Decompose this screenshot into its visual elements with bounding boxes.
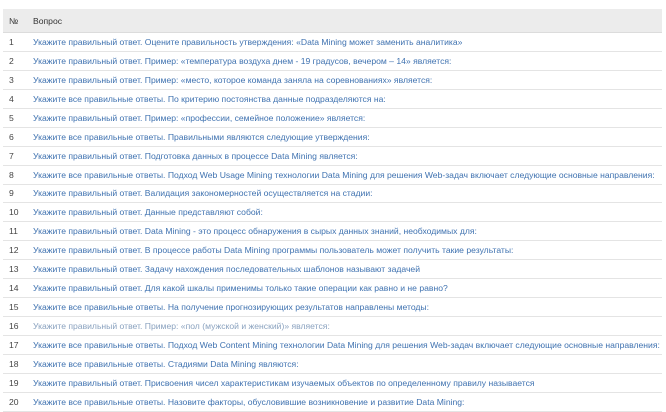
table-header: [3, 9, 662, 33]
table-row: [3, 127, 662, 146]
question-cell: [29, 108, 662, 127]
question-number: 2: [3, 51, 29, 70]
question-number: 16: [3, 317, 29, 336]
question-link[interactable]: Укажите правильный ответ. Присвоения чисел характеристикам изучаемых объектов по определенному правилу называется: [33, 377, 535, 388]
question-link[interactable]: Укажите все правильные ответы. Правильными являются следующие утверждения:: [33, 131, 370, 142]
table-row: [3, 298, 662, 317]
question-number: 9: [3, 184, 29, 203]
question-number: 8: [3, 165, 29, 184]
question-link[interactable]: Укажите правильный ответ. Валидация закономерностей осуществляется на стадии:: [33, 188, 373, 199]
table-row: [3, 165, 662, 184]
question-number: 12: [3, 241, 29, 260]
question-link[interactable]: Укажите правильный ответ. Data Mining - это процесс обнаружения в сырых данных знаний, необходимых для:: [33, 226, 477, 237]
question-cell: [29, 241, 662, 260]
question-link[interactable]: Укажите все правильные ответы. По критерию постоянства данные подразделяются на:: [33, 93, 386, 104]
question-link[interactable]: Укажите правильный ответ. Пример: «температура воздуха днем - 19 градусов, вечером – 14» является:: [33, 55, 452, 66]
question-cell: [29, 279, 662, 298]
question-number: 10: [3, 203, 29, 222]
table-body: [3, 33, 662, 412]
question-number: 13: [3, 260, 29, 279]
question-number: 17: [3, 336, 29, 355]
question-link[interactable]: Укажите все правильные ответы. Назовите факторы, обусловившие возникновение и развитие Data Mining:: [33, 396, 465, 407]
question-cell: [29, 298, 662, 317]
question-link[interactable]: Укажите правильный ответ. В процессе работы Data Mining программы пользователь может получить такие результаты:: [33, 245, 514, 256]
column-header-number: [3, 9, 29, 33]
question-cell: [29, 260, 662, 279]
question-link[interactable]: Укажите правильный ответ. Пример: «профессии, семейное положение» является:: [33, 112, 366, 123]
column-header-question: [29, 9, 662, 33]
question-number: 14: [3, 279, 29, 298]
table-row: [3, 279, 662, 298]
question-number: 1: [3, 33, 29, 52]
question-number: 5: [3, 108, 29, 127]
table-row: [3, 317, 662, 336]
table-row: [3, 203, 662, 222]
question-cell: [29, 165, 662, 184]
question-link[interactable]: Укажите правильный ответ. Данные представляют собой:: [33, 207, 263, 218]
table-row: [3, 241, 662, 260]
table-row: [3, 222, 662, 241]
question-number: 20: [3, 392, 29, 411]
table-row: [3, 33, 662, 52]
question-number: 11: [3, 222, 29, 241]
question-number: 6: [3, 127, 29, 146]
questions-table: [3, 9, 662, 412]
question-number: 3: [3, 70, 29, 89]
question-cell: [29, 127, 662, 146]
table-row: [3, 70, 662, 89]
question-cell: [29, 373, 662, 392]
question-cell: [29, 222, 662, 241]
table-row: [3, 373, 662, 392]
question-link[interactable]: Укажите все правильные ответы. На получение прогнозирующих результатов направлены методы:: [33, 302, 429, 313]
question-link[interactable]: Укажите все правильные ответы. Подход Web Usage Mining технологии Data Mining для решения Web-задач включает следующие основные направления:: [33, 169, 655, 180]
column-header-number-label: №: [9, 15, 19, 26]
question-cell: [29, 184, 662, 203]
question-cell: [29, 203, 662, 222]
question-number: 7: [3, 146, 29, 165]
question-link[interactable]: Укажите правильный ответ. Подготовка данных в процессе Data Mining является:: [33, 150, 358, 161]
table-row: [3, 354, 662, 373]
question-cell: [29, 51, 662, 70]
table-row: [3, 51, 662, 70]
question-number: 4: [3, 89, 29, 108]
table-row: [3, 392, 662, 411]
question-number: 15: [3, 298, 29, 317]
question-cell: [29, 146, 662, 165]
question-cell: [29, 336, 662, 355]
table-row: [3, 89, 662, 108]
header-row: [3, 9, 662, 33]
table-row: [3, 146, 662, 165]
question-link[interactable]: Укажите все правильные ответы. Подход Web Content Mining технологии Data Mining для решения Web-задач включает следующие основные направления:: [33, 339, 660, 350]
question-link[interactable]: Укажите правильный ответ. Пример: «пол (мужской и женский)» является:: [33, 321, 330, 332]
question-link[interactable]: Укажите правильный ответ. Задачу нахождения последовательных шаблонов называют задачей: [33, 264, 421, 275]
question-number: 19: [3, 373, 29, 392]
question-cell: [29, 33, 662, 52]
column-header-question-label: Вопрос: [33, 15, 63, 26]
table-row: [3, 108, 662, 127]
question-cell: [29, 317, 662, 336]
question-cell: [29, 392, 662, 411]
question-link[interactable]: Укажите все правильные ответы. Стадиями Data Mining являются:: [33, 358, 299, 369]
question-cell: [29, 70, 662, 89]
question-link[interactable]: Укажите правильный ответ. Оцените правильность утверждения: «Data Mining может заменить аналитика»: [33, 36, 463, 47]
question-cell: [29, 354, 662, 373]
table-row: [3, 184, 662, 203]
question-number: 18: [3, 354, 29, 373]
question-link[interactable]: Укажите правильный ответ. Для какой шкалы применимы только такие операции как равно и не равно?: [33, 283, 448, 294]
table-row: [3, 336, 662, 355]
question-cell: [29, 89, 662, 108]
table-row: [3, 260, 662, 279]
question-link[interactable]: Укажите правильный ответ. Пример: «место, которое команда заняла на соревнованиях» является:: [33, 74, 433, 85]
